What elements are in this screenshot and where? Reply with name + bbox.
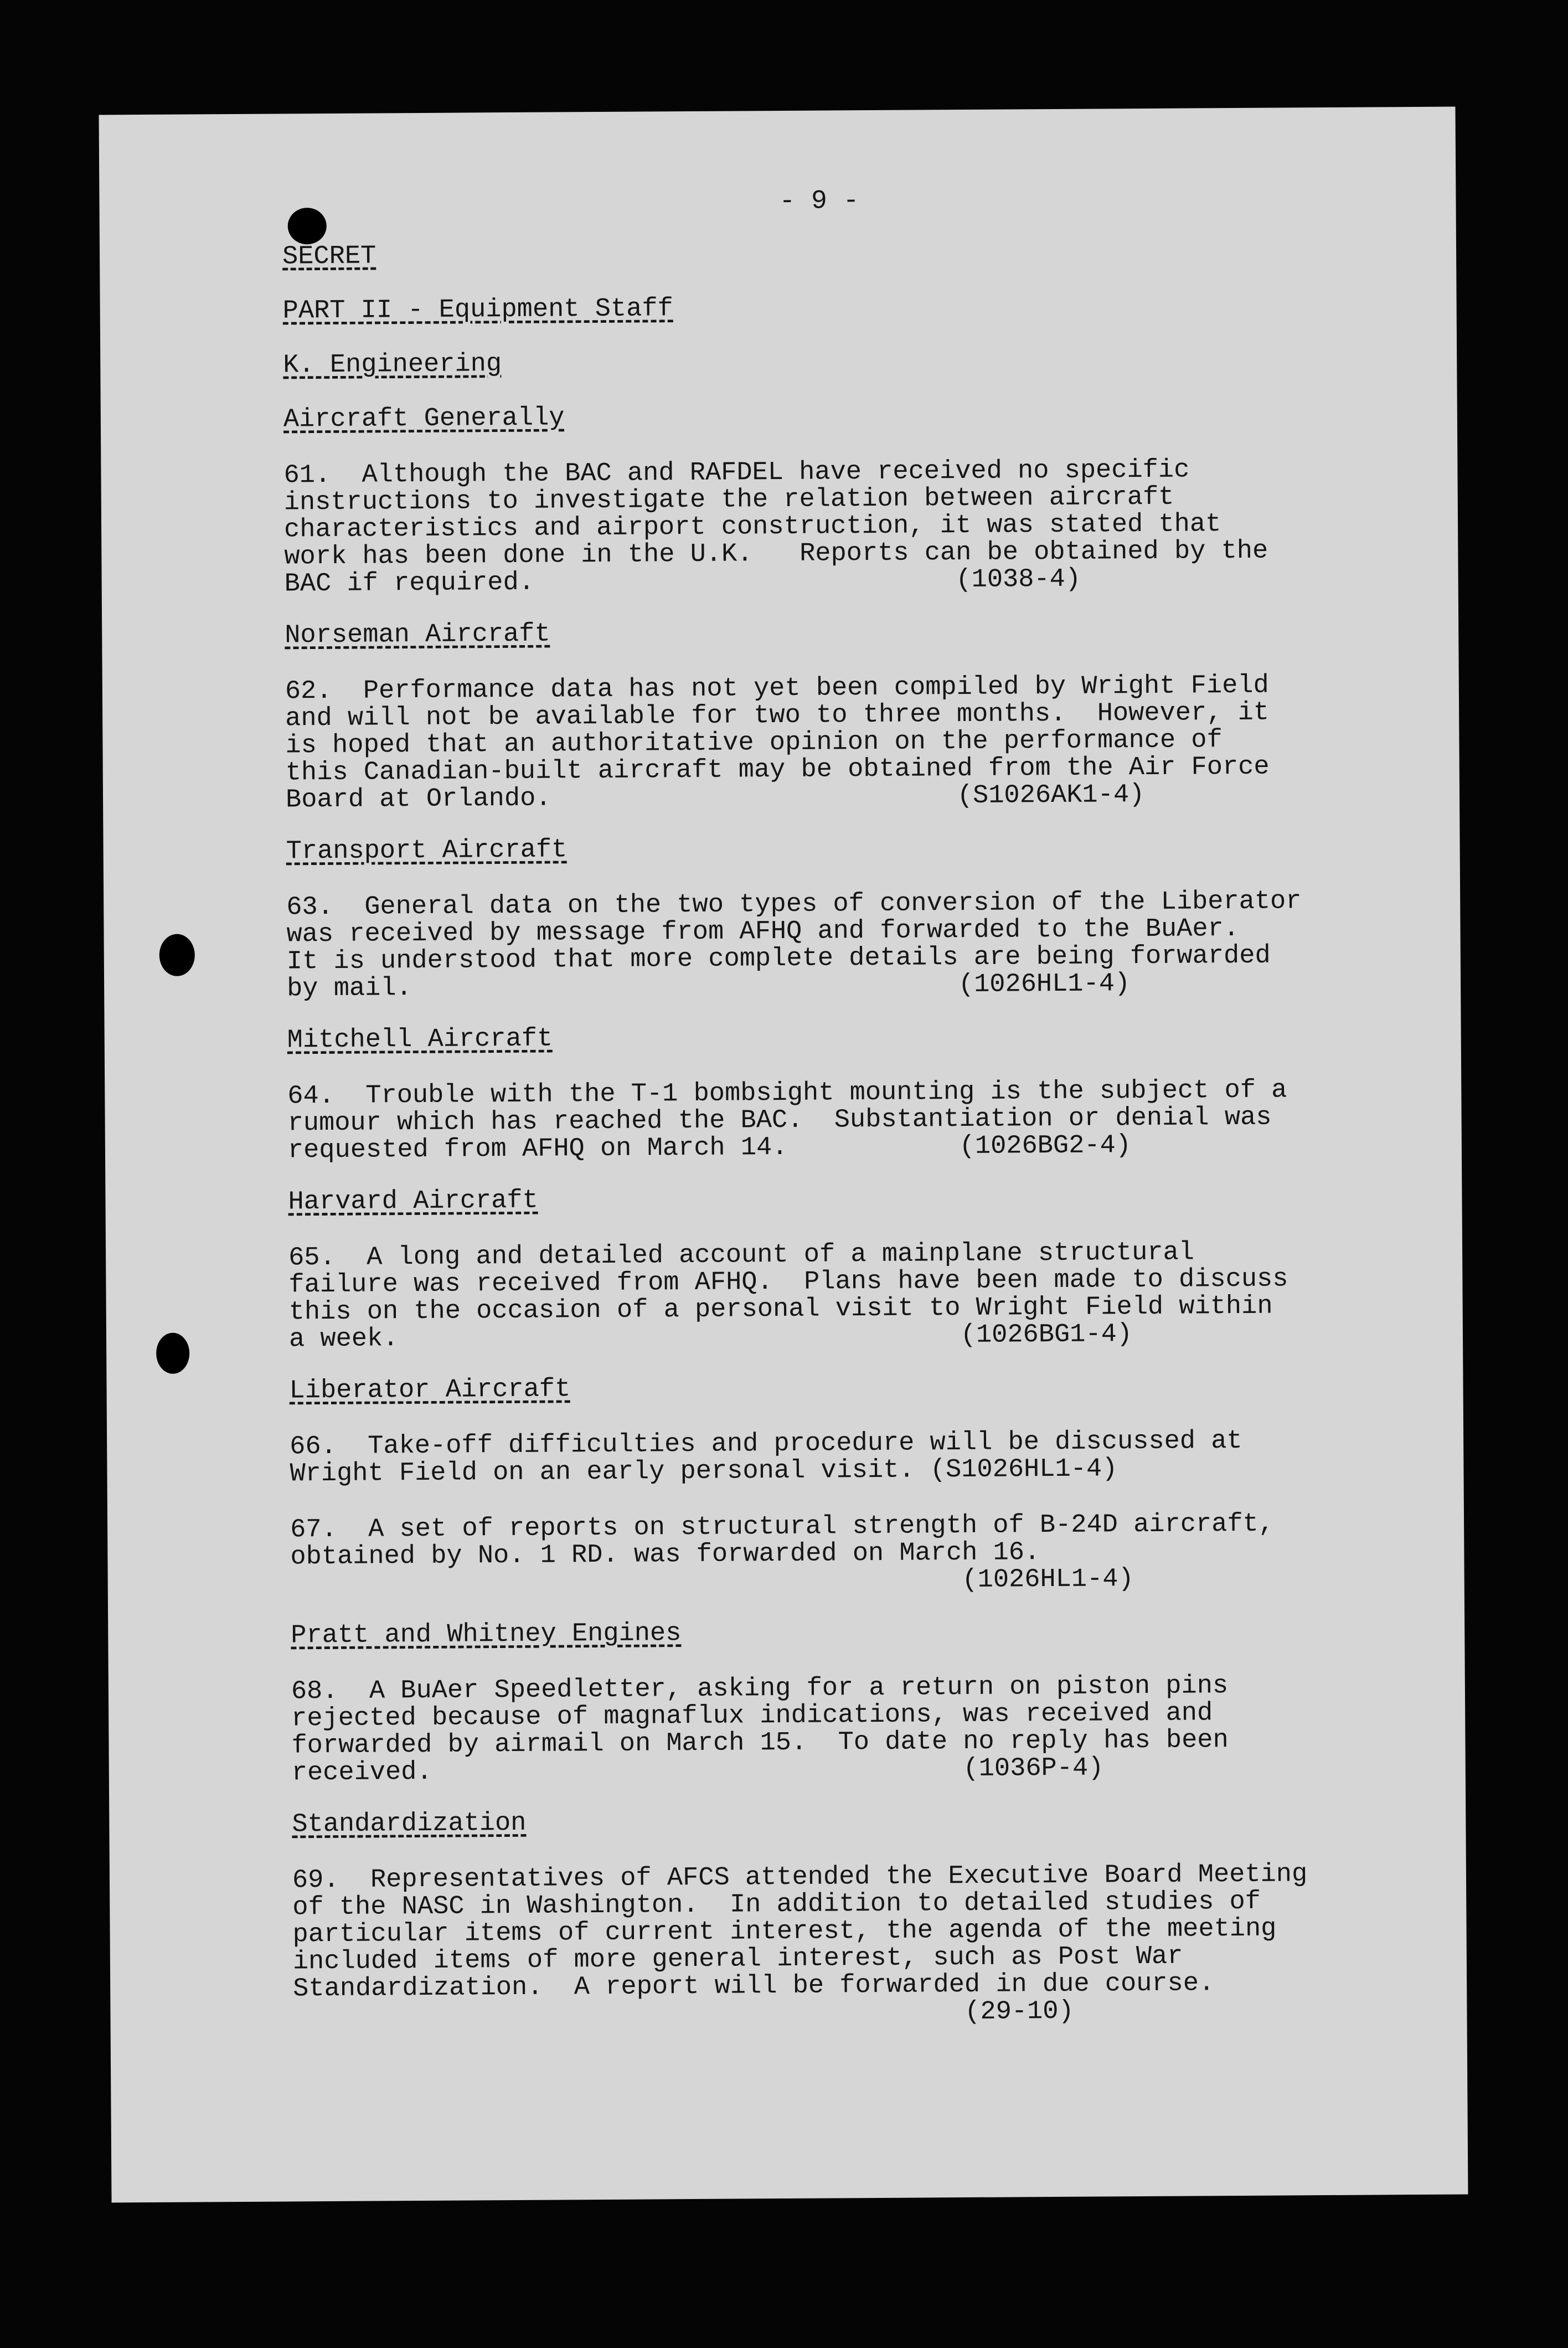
section-heading: Norseman Aircraft — [285, 619, 550, 651]
document-page — [99, 107, 1468, 2203]
section-standardization — [292, 1804, 1428, 2030]
paragraph-61: 61. Although the BAC and RAFDEL have received no specific instructions to investigate the relation between aircraft characteristics and airport construction, it was stated that work has been done in the U.K. Reports can be obtained by the BAC if required. (1038-4) — [283, 455, 1268, 599]
section-heading: Liberator Aircraft — [289, 1374, 571, 1406]
punch-hole-bottom — [156, 1333, 189, 1374]
paragraph-64: 64. Trouble with the T-1 bombsight mounting is the subject of a rumour which has reached the BAC. Substantiation or denial was requested from AFHQ on March 14. (1026BG2-4) — [287, 1075, 1287, 1166]
classification-marking: SECRET — [282, 241, 376, 272]
paragraph-69: 69. Representatives of AFCS attended the Executive Board Meeting of the NASC in Washington. In addition to detailed studies of particular items of current interest, the agenda of the meeting included items of more general interest, such as Post War Standardization. A report will be forwarded in due course. (29-10) — [292, 1860, 1308, 2031]
punch-hole-middle — [159, 934, 195, 976]
section-heading: Pratt and Whitney Engines — [291, 1619, 682, 1651]
paragraph-67: 67. A set of reports on structural strength of B-24D aircraft, obtained by No. 1 RD. was forwarded on March 16. (1026HL1-4) — [290, 1509, 1275, 1599]
paragraph-65: 65. A long and detailed account of a mainplane structural failure was received from AFHQ. Plans have been made to discuss this on the occasion of a personal visit to Wright Field within a week. (1026BG1-4) — [288, 1238, 1288, 1355]
page-number: - 9 - — [779, 186, 859, 217]
paragraph-66: 66. Take-off difficulties and procedure will be discussed at Wright Field on an early personal visit. (S1026HL1-4) — [290, 1426, 1242, 1489]
paragraph-62: 62. Performance data has not yet been compiled by Wright Field and will not be available for two to three months. However, it is hoped that an authoritative opinion on the performance of this Canadian-built aircraft may be obtained from the Air Force Board at Orlando. (S1026AK1-4) — [285, 671, 1270, 815]
section-pratt-whitney-engines — [291, 1615, 1427, 1787]
section-heading: Aircraft Generally — [283, 403, 565, 435]
section-norseman-aircraft — [285, 615, 1421, 814]
part-title: PART II - Equipment Staff — [282, 294, 673, 326]
paragraph-63: 63. General data on the two types of conversion of the Liberator was received by message from AFHQ and forwarded to the BuAer. It is understood that more complete details are being forwarded by mail. (1026HL1-4) — [286, 887, 1302, 1004]
section-heading: Harvard Aircraft — [288, 1186, 538, 1217]
section-aircraft-generally — [283, 399, 1420, 598]
section-heading: Standardization — [292, 1808, 527, 1840]
paragraph-68: 68. A BuAer Speedletter, asking for a return on piston pins rejected because of magnaflux indications, was received and forwarded by airmail on March 15. To date no reply has been received. (1036P-4) — [291, 1671, 1229, 1788]
document-body — [282, 184, 1428, 2030]
section-liberator-aircraft — [289, 1371, 1425, 1598]
section-heading: Mitchell Aircraft — [287, 1024, 553, 1055]
section-title: K. Engineering — [283, 349, 502, 380]
section-mitchell-aircraft — [287, 1020, 1423, 1165]
section-heading: Transport Aircraft — [286, 835, 568, 867]
section-harvard-aircraft — [288, 1182, 1424, 1353]
section-transport-aircraft — [286, 831, 1422, 1003]
